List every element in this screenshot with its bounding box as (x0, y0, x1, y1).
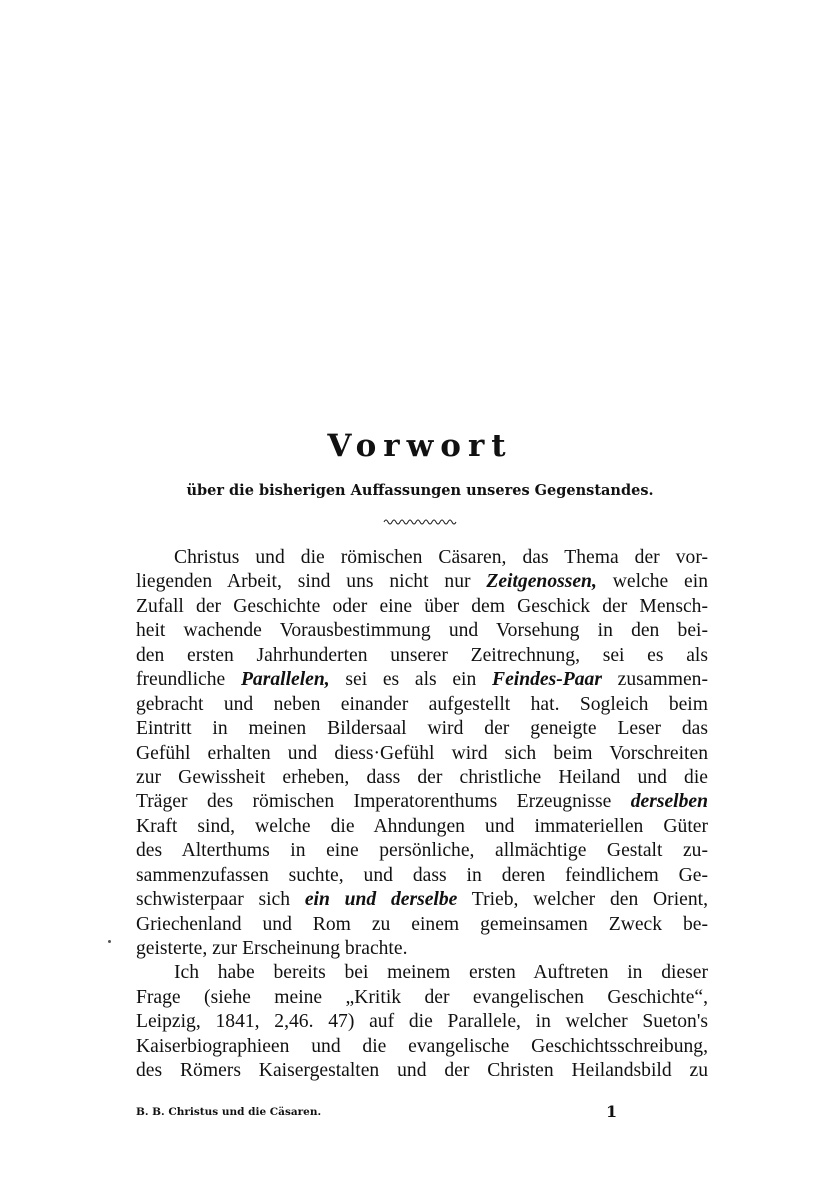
text-line: freundliche Parallelen, sei es als ein Feindes-Paar zusammen- (136, 669, 708, 691)
text-line: heit wachende Vorausbestimmung und Vorsehung in den bei- (136, 620, 708, 642)
text-line: Frage (siehe meine „Kritik der evangelischen Geschichte“, (136, 986, 708, 1008)
text-line: Zufall der Geschichte oder eine über dem Geschick der Mensch- (136, 595, 708, 617)
text-line: gebracht und neben einander aufgestellt hat. Sogleich beim (136, 693, 708, 715)
text-line: Träger des römischen Imperatorenthums Erzeugnisse derselben (136, 791, 708, 813)
page-number: 1 (606, 1102, 618, 1121)
signature-mark: B. B. Christus und die Cäsaren. (136, 1106, 322, 1118)
emphasis: derselben (630, 791, 708, 813)
text-line: zur Gewissheit erheben, dass der christliche Heiland und die (136, 766, 708, 788)
text-line: schwisterpaar sich ein und derselbe Trieb, welcher den Orient, (136, 889, 708, 911)
text-line: Kaiserbiographieen und die evangelische Geschichtsschreibung, (136, 1035, 708, 1057)
page-subtitle: über die bisherigen Auffassungen unseres Gegenstandes. (186, 482, 654, 499)
emphasis: Zeitgenossen, (486, 571, 597, 593)
page-footer (136, 1102, 708, 1122)
text-line: des Römers Kaisergestalten und der Christen Heilandsbild zu (136, 1060, 708, 1082)
text-line: Leipzig, 1841, 2,46. 47) auf die Parallele, in welcher Sueton's (136, 1011, 708, 1033)
emphasis: Parallelen, (240, 669, 330, 691)
text-line: sammenzufassen suchte, und dass in deren feindlichem Ge- (136, 864, 708, 886)
text-line: des Alterthums in eine persönliche, allmächtige Gestalt zu- (136, 840, 708, 862)
page-title: Vorwort (327, 428, 513, 464)
emphasis: ein und derselbe (304, 889, 458, 911)
text-line: Ich habe bereits bei meinem ersten Auftreten in dieser (174, 962, 708, 984)
text-line: Eintritt in meinen Bildersaal wird der geneigte Leser das (136, 718, 708, 740)
wavy-rule-ornament (383, 518, 457, 526)
emphasis: Feindes-Paar (492, 669, 602, 691)
margin-mark (108, 940, 111, 943)
text-line: Christus und die römischen Cäsaren, das Thema der vor- (174, 547, 708, 568)
text-line: Gefühl erhalten und diess·Gefühl wird sich beim Vorschreiten (136, 742, 708, 764)
body-text (136, 546, 708, 1084)
text-line: liegenden Arbeit, sind uns nicht nur Zeitgenossen, welche ein (136, 571, 708, 593)
text-line: den ersten Jahrhunderten unserer Zeitrechnung, sei es als (136, 644, 708, 666)
text-line: geisterte, zur Erscheinung brachte. (136, 938, 408, 959)
text-line: Kraft sind, welche die Ahndungen und immateriellen Güter (136, 815, 708, 837)
text-line: Griechenland und Rom zu einem gemeinsamen Zweck be- (136, 913, 708, 935)
